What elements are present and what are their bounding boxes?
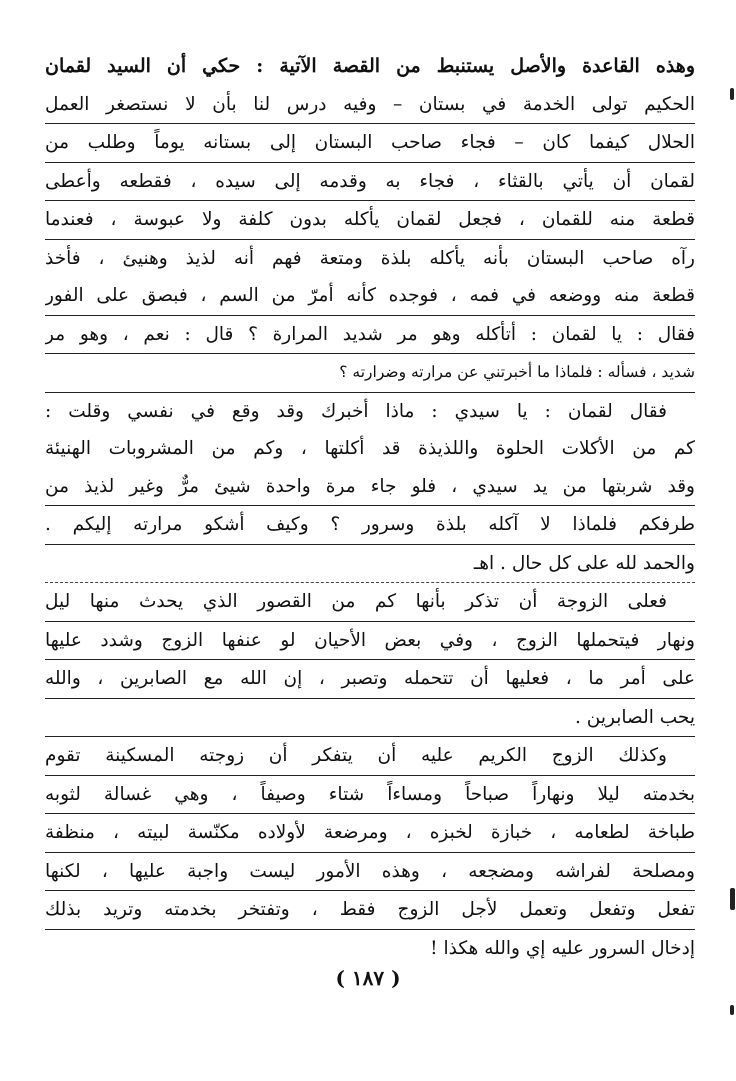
text-line-17: على أمر ما ، فعليها أن تتحمله وتصبر ، إن الله مع الصابرين ، والله bbox=[45, 660, 695, 699]
page-body bbox=[45, 48, 695, 967]
text-line-3: الحلال كيفما كان – فجاء صاحب البستان إلى بستانه يوماً وطلب من bbox=[45, 124, 695, 163]
text-line-24: إدخال السرور عليه إي والله هكذا ! bbox=[430, 937, 695, 959]
text-line-5: قطعة منه للقمان ، فجعل لقمان يأكله بدون كلفة ولا عبوسة ، فعندما bbox=[45, 201, 695, 240]
text-line-11: كم من الأكلات الحلوة واللذيذة قد أكلتها ، وكم من المشروبات الهنيئة bbox=[45, 438, 695, 459]
scan-mark-bottom-right bbox=[730, 1005, 734, 1015]
scan-mark-mid-right bbox=[730, 888, 735, 910]
text-line-20: بخدمته ليلا ونهاراً صباحاً ومساءاً شتاء وصيفاً ، وهي غسالة لثوبه bbox=[45, 776, 695, 815]
text-line-22: ومصلحة لفراشه ومضجعه ، وهذه الأمور ليست واجبة عليها ، لكنها bbox=[45, 853, 695, 892]
text-line-15: فعلى الزوجة أن تذكر بأنها كم من القصور الذي يحدث منها ليل bbox=[45, 583, 695, 622]
text-line-18: يحب الصابرين . bbox=[45, 699, 695, 738]
text-line-21: طباخة لطعامه ، خبازة لخبزه ، ومرضعة لأولاده مكنّسة لبيته ، منظفة bbox=[45, 814, 695, 853]
text-line-4: لقمان أن يأتي بالقثاء ، فجاء به وقدمه إلى سيده ، فقطعه وأعطى bbox=[45, 163, 695, 202]
text-line-23: تفعل وتفعل وتعمل لأجل الزوج فقط ، وتفتخر بخدمته وتريد بذلك bbox=[45, 891, 695, 930]
scan-mark-top-right bbox=[730, 88, 734, 100]
text-line-14: والحمد لله على كل حال . اهـ bbox=[45, 545, 695, 584]
text-line-8: فقال : يا لقمان : أتأكله وهو مر شديد المرارة ؟ قال : نعم ، وهو مر bbox=[45, 316, 695, 355]
text-line-2: الحكيم تولى الخدمة في بستان – وفيه درس لنا بأن لا نستصغر العمل bbox=[45, 86, 695, 125]
text-line-9: شديد ، فسأله : فلماذا ما أخبرتني عن مرارته وضرارته ؟ bbox=[45, 354, 695, 393]
text-line-12: وقد شربتها من يد سيدي ، فلو جاء مرة واحدة شيئ مرٌّ وغير لذيذ من bbox=[45, 468, 695, 507]
text-line-1: وهذه القاعدة والأصل يستنبط من القصة الآتية : حكي أن السيد لقمان bbox=[45, 55, 695, 77]
text-line-16: ونهار فيتحملها الزوج ، وفي بعض الأحيان لو عنفها الزوج وشدد عليها bbox=[45, 622, 695, 661]
text-line-6: رآه صاحب البستان بأنه يأكله بلذة ومتعة فهم أنه لذيذ وهنيئ ، فأخذ bbox=[45, 247, 695, 269]
page-number: ( ١٨٧ ) bbox=[335, 966, 401, 990]
text-line-13: طرفكم فلماذا لا آكله بلذة وسرور ؟ وكيف أشكو مرارته إليكم . bbox=[45, 506, 695, 545]
text-line-10: فقال لقمان : يا سيدي : ماذا أخبرك وقد وقع في نفسي وقلت : bbox=[45, 400, 667, 422]
text-line-7: قطعة منه ووضعه في فمه ، فوجده كأنه أمرّ من السم ، فبصق على الفور bbox=[45, 277, 695, 316]
text-line-19: وكذلك الزوج الكريم عليه أن يتفكر أن زوجته المسكينة تقوم bbox=[45, 737, 695, 776]
